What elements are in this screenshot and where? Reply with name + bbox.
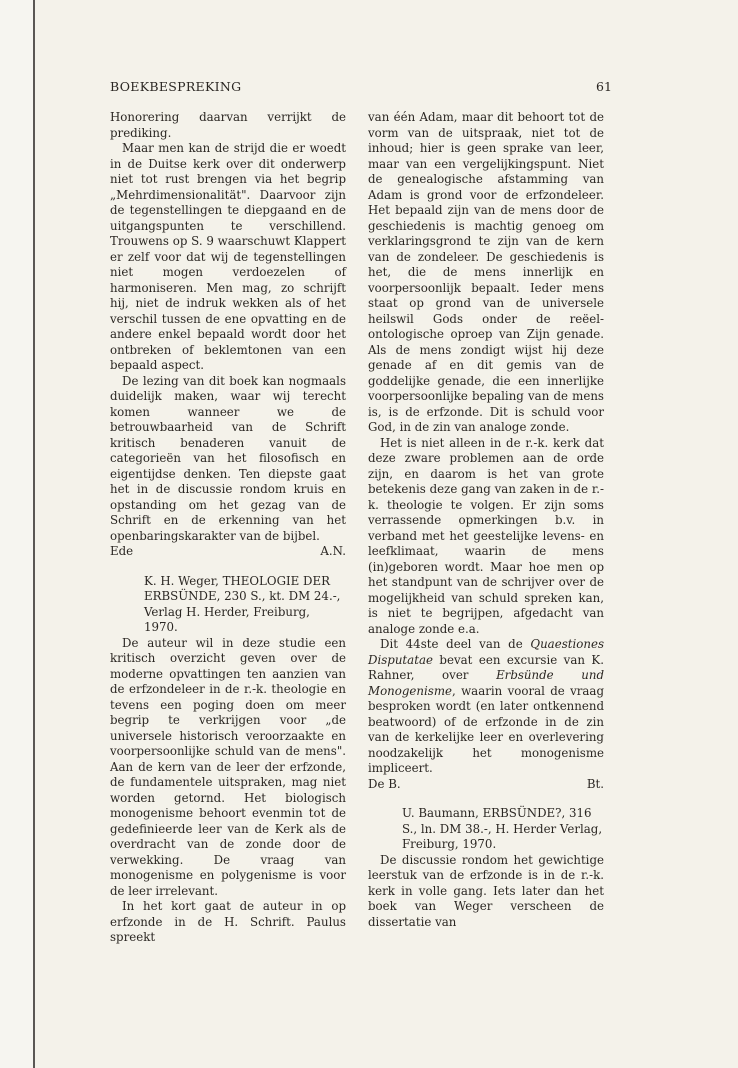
paragraph: In het kort gaat de auteur in op erfzonde in de H. Schrift. Paulus spreekt xyxy=(110,899,346,944)
paragraph: De lezing van dit boek kan nogmaals duidelijk maken, waar wij terecht komen wanneer we de betrouwbaarheid van de Schrift kritisch benaderen vanuit de categorieën van het filosofisch en eigentijdse denken. Ten diepste gaat het in de discussie rondom kruis en opstanding om het gezag van de Schrift en de erkenning van het openbaringskarakter van de bijbel. xyxy=(110,373,346,543)
text-run: , waarin vooral de vraag besproken wordt (en later ontkennend beatwoord) of de erfzonde in de zin van de kerkelijke leer en overlevering noodzakelijk het monogenisme impliceert. xyxy=(368,683,604,775)
running-head: BOEKBESPREKING xyxy=(110,79,242,94)
book-heading: K. H. Weger, THEOLOGIE DER ERBSÜNDE, 230 S., kt. DM 24.-, Verlag H. Herder, Freiburg, 1970. xyxy=(144,573,341,634)
paragraph: van één Adam, maar dit behoort tot de vorm van de uitspraak, niet tot de inhoud; hier is geen sprake van leer, maar van een vergelijkingspunt. Niet de genealogische afstamming van Adam is grond voor de erfzondeleer. Het bepaald zijn van de mens door de geschiedenis is machtig genoeg om verklaringsgrond te zijn van de kern van de zondeleer. De geschiedenis is het, die de mens innerlijk en voorpersoonlijk bepaalt. Ieder mens staat op grond van de universele heilswil Gods onder de reëel-ontologische oproep van Zijn genade. Als de mens zondigt wijst hij deze genade af en dit gemis van de goddelijke genade, die een innerlijke voorpersoonlijke bepaling van de mens is, is de erfzonde. Dit is schuld voor God, in de zin van analoge zonde. xyxy=(368,110,604,434)
review-signature xyxy=(368,777,604,793)
left-column xyxy=(110,110,346,946)
paragraph: De discussie rondom het gewichtige leerstuk van de erfzonde is in de r.-k. kerk in volle gang. Iets later dan het boek van Weger verscheen de dissertatie van xyxy=(368,852,604,929)
paragraph: De auteur wil in deze studie een kritisch overzicht geven over de moderne opvattingen ten aanzien van de erfzondeleer in de r.-k. theologie en tevens een poging doen om meer begrip te verkrijgen voor „de universele historisch veroorzaakte en voorpersoonlijke schuld van de mens". Aan de kern van de leer der erfzonde, de fundamentele uitspraken, mag niet worden getornd. Het biologisch monogenisme behoort evenmin tot de gedefinieerde leer van de Kerk als de overdracht van de zonde door de verwekking. De vraag van monogenisme en polygenisme is voor de leer irrelevant. xyxy=(110,635,346,898)
series-title: Quaestiones Disputatae xyxy=(368,637,604,667)
paragraph: Maar men kan de strijd die er woedt in de Duitse kerk over dit onderwerp niet tot rust brengen via het begrip „Mehrdimensionalität". Daarvoor zijn de tegenstellingen te diepgaand en de uitgangspunten te verschillend. Trouwens op S. 9 waarschuwt Klappert er zelf voor dat wij de tegenstellingen niet mogen verdoezelen of harmoniseren. Men mag, zo schrijft hij, niet de indruk wekken als of het verschil tussen de ene opvatting en de andere enkel bepaald wordt door het ontbreken of beklemtonen van een bepaald aspect. xyxy=(110,141,346,372)
scan-gutter xyxy=(0,0,34,1068)
signature-place: Ede xyxy=(110,544,134,558)
page-number: 61 xyxy=(596,79,612,94)
text-run: Dit 44ste deel van de xyxy=(380,637,531,651)
binding-edge xyxy=(33,0,35,1068)
review-signature xyxy=(110,544,346,560)
signature-initials: Bt. xyxy=(586,776,604,791)
paragraph: Het is niet alleen in de r.-k. kerk dat deze zware problemen aan de orde zijn, en daarom is het van grote betekenis deze gang van zaken in de r.-k. theologie te volgen. Er zijn soms verrassende opmerkingen b.v. in verband met het geestelijke levens- en leefklimaat, waarin de mens (in)geboren wordt. Maar hoe men op het standpunt van de schrijver over de mogelijkheid van schuld spreken kan, is niet te begrijpen, afgedacht van analoge zonde e.a. xyxy=(368,435,604,636)
paragraph xyxy=(368,637,604,777)
book-heading: U. Baumann, ERBSÜNDE?, 316 S., ln. DM 38.-, H. Herder Verlag, Freiburg, 1970. xyxy=(402,806,603,851)
right-column xyxy=(368,110,604,930)
work-title: Erbsünde und Monogenisme xyxy=(368,668,604,698)
signature-place: De B. xyxy=(368,776,401,791)
paragraph: Honorering daarvan verrijkt de prediking. xyxy=(110,110,346,140)
signature-initials: A.N. xyxy=(320,544,346,558)
text-run: bevat een excursie van K. Rahner, over xyxy=(368,652,604,682)
